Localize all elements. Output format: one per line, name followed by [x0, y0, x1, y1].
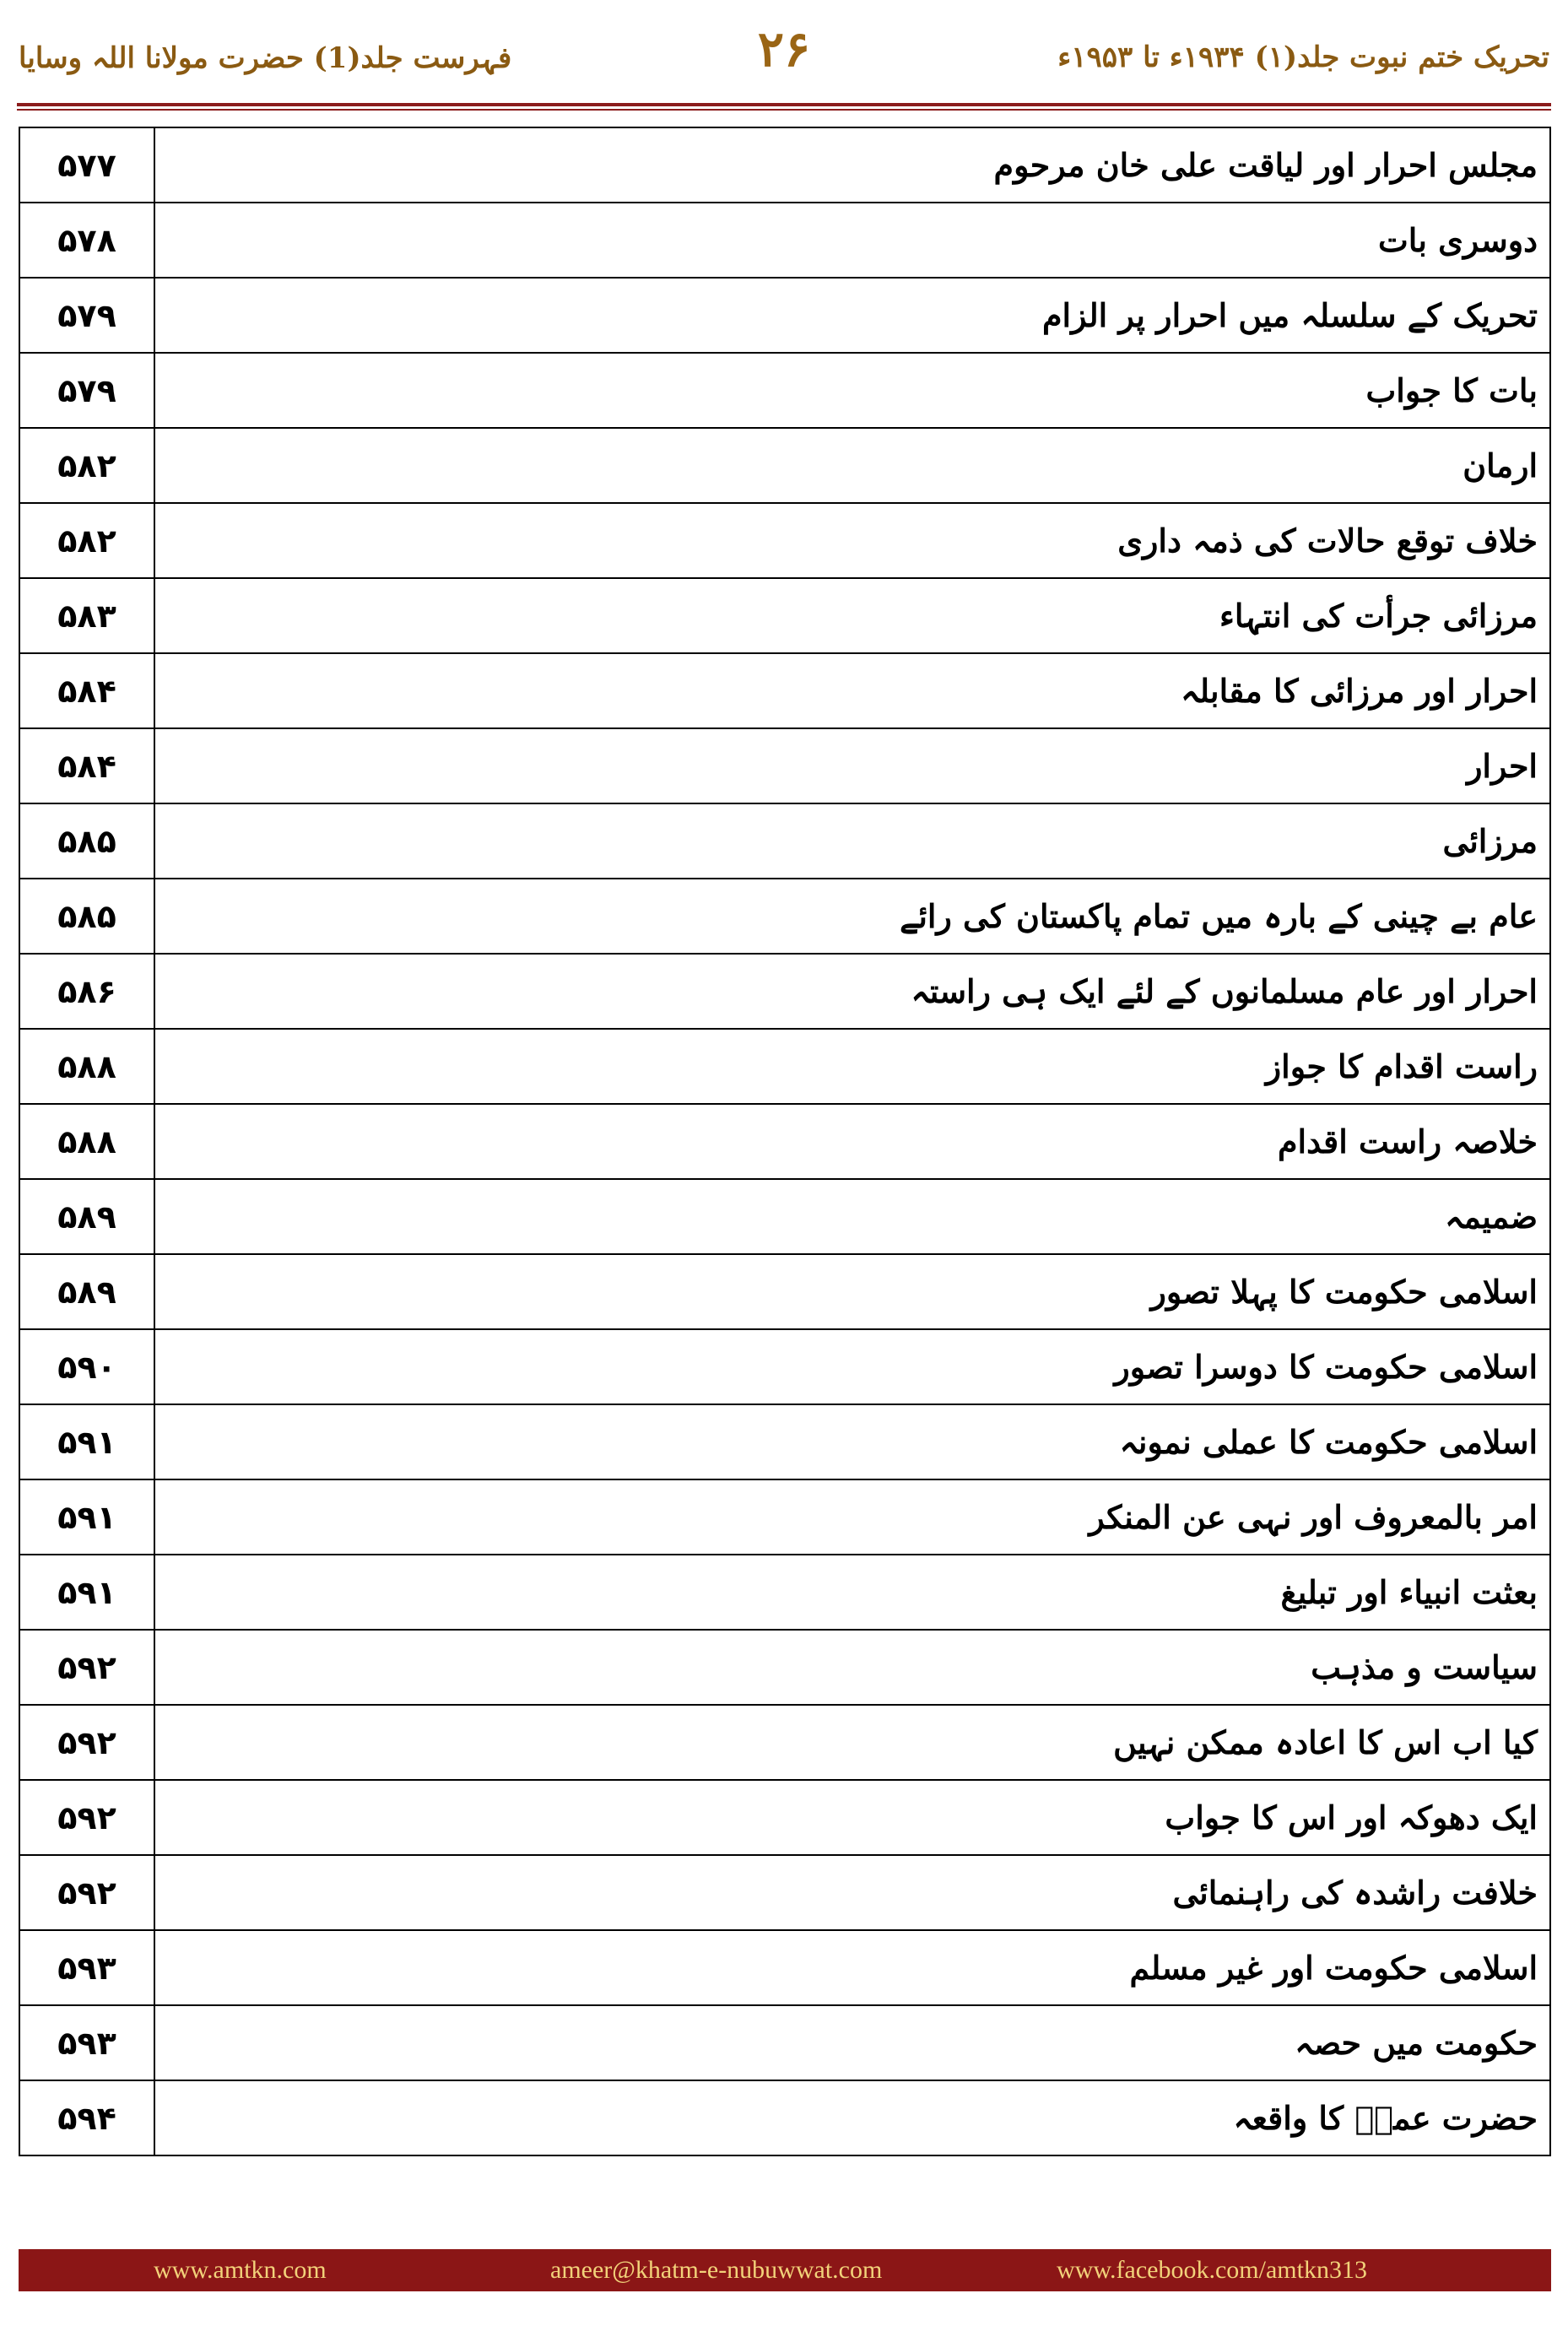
toc-entry-title: راست اقدام کا جواز	[154, 1029, 1550, 1104]
toc-page-number: ۵۷۹	[19, 278, 154, 353]
toc-row[interactable]	[19, 728, 1550, 803]
toc-row[interactable]	[19, 2005, 1550, 2080]
toc-page-number: ۵۸۴	[19, 653, 154, 728]
toc-page-number: ۵۹۴	[19, 2080, 154, 2155]
toc-entry-title: مرزائی	[154, 803, 1550, 879]
toc-row[interactable]	[19, 1329, 1550, 1404]
toc-row[interactable]	[19, 803, 1550, 879]
toc-row[interactable]	[19, 2080, 1550, 2155]
toc-page-number: ۵۷۷	[19, 127, 154, 203]
toc-row[interactable]	[19, 203, 1550, 278]
toc-page-number: ۵۹۳	[19, 1930, 154, 2005]
toc-entry-title: خلاصہ راست اقدام	[154, 1104, 1550, 1179]
toc-entry-title: مرزائی جرأت کی انتہاء	[154, 578, 1550, 653]
toc-entry-title: دوسری بات	[154, 203, 1550, 278]
toc-page-number: ۵۹۲	[19, 1780, 154, 1855]
toc-entry-title: ارمان	[154, 428, 1550, 503]
toc-page-number: ۵۷۹	[19, 353, 154, 428]
toc-page-number: ۵۹۲	[19, 1630, 154, 1705]
toc-page-number: ۵۸۵	[19, 879, 154, 954]
toc-entry-title: اسلامی حکومت کا عملی نمونہ	[154, 1404, 1550, 1479]
toc-row[interactable]	[19, 578, 1550, 653]
toc-page-number: ۵۸۲	[19, 503, 154, 578]
toc-row[interactable]	[19, 1555, 1550, 1630]
toc-page-number: ۵۸۶	[19, 954, 154, 1029]
header-rule-thin	[17, 109, 1551, 111]
toc-entry-title: اسلامی حکومت کا پہلا تصور	[154, 1254, 1550, 1329]
toc-page-number: ۵۷۸	[19, 203, 154, 278]
toc-row[interactable]	[19, 1855, 1550, 1930]
toc-row[interactable]	[19, 1104, 1550, 1179]
toc-entry-title: مجلس احرار اور لیاقت علی خان مرحوم	[154, 127, 1550, 203]
toc-entry-title: عام بے چینی کے بارہ میں تمام پاکستان کی رائے	[154, 879, 1550, 954]
toc-entry-title: کیا اب اس کا اعادہ ممکن نہیں	[154, 1705, 1550, 1780]
toc-entry-title: اسلامی حکومت کا دوسرا تصور	[154, 1329, 1550, 1404]
toc-entry-title: احرار اور عام مسلمانوں کے لئے ایک ہی راستہ	[154, 954, 1550, 1029]
page-header	[0, 0, 1568, 110]
header-volume-title: فہرست جلد(1) حضرت مولانا اللہ وسایا	[19, 41, 512, 75]
toc-entry-title: بات کا جواب	[154, 353, 1550, 428]
toc-entry-title: سیاست و مذہب	[154, 1630, 1550, 1705]
toc-row[interactable]	[19, 1179, 1550, 1254]
header-book-title: تحریک ختم نبوت جلد(۱) ۱۹۳۴ء تا ۱۹۵۳ء	[1057, 41, 1549, 74]
toc-entry-title: تحریک کے سلسلہ میں احرار پر الزام	[154, 278, 1550, 353]
toc-row[interactable]	[19, 954, 1550, 1029]
toc-row[interactable]	[19, 1930, 1550, 2005]
toc-entry-title: حضرت عمرؓ کا واقعہ	[154, 2080, 1550, 2155]
toc-entry-title: خلافت راشدہ کی راہنمائی	[154, 1855, 1550, 1930]
toc-row[interactable]	[19, 653, 1550, 728]
footer-website-link[interactable]: www.amtkn.com	[154, 2256, 327, 2284]
toc-page-number: ۵۸۸	[19, 1104, 154, 1179]
toc-row[interactable]	[19, 1630, 1550, 1705]
toc-row[interactable]	[19, 1029, 1550, 1104]
footer-facebook-link[interactable]: www.facebook.com/amtkn313	[1057, 2256, 1367, 2284]
toc-page-number: ۵۸۵	[19, 803, 154, 879]
toc-row[interactable]	[19, 1479, 1550, 1555]
toc-entry-title: خلاف توقع حالات کی ذمہ داری	[154, 503, 1550, 578]
toc-page-number: ۵۹۲	[19, 1855, 154, 1930]
page-footer	[19, 2249, 1551, 2291]
toc-row[interactable]	[19, 1404, 1550, 1479]
header-rule-thick	[17, 103, 1551, 106]
toc-row[interactable]	[19, 127, 1550, 203]
toc-page-number: ۵۸۹	[19, 1254, 154, 1329]
toc-entry-title: بعثت انبیاء اور تبلیغ	[154, 1555, 1550, 1630]
toc-entry-title: احرار	[154, 728, 1550, 803]
toc-row[interactable]	[19, 879, 1550, 954]
toc-entry-title: اسلامی حکومت اور غیر مسلم	[154, 1930, 1550, 2005]
toc-page-number: ۵۸۸	[19, 1029, 154, 1104]
toc-page-number: ۵۹۳	[19, 2005, 154, 2080]
toc-page-number: ۵۸۲	[19, 428, 154, 503]
toc-entry-title: حکومت میں حصہ	[154, 2005, 1550, 2080]
toc-page-number: ۵۹۱	[19, 1479, 154, 1555]
footer-email-link[interactable]: ameer@khatm-e-nubuwwat.com	[550, 2256, 883, 2284]
toc-page-number: ۵۸۳	[19, 578, 154, 653]
toc-row[interactable]	[19, 353, 1550, 428]
toc-entry-title: امر بالمعروف اور نہی عن المنکر	[154, 1479, 1550, 1555]
toc-page-number: ۵۸۹	[19, 1179, 154, 1254]
toc-row[interactable]	[19, 428, 1550, 503]
table-of-contents	[19, 127, 1551, 2156]
toc-entry-title: ضمیمہ	[154, 1179, 1550, 1254]
toc-page-number: ۵۹۱	[19, 1555, 154, 1630]
toc-row[interactable]	[19, 1254, 1550, 1329]
toc-row[interactable]	[19, 1705, 1550, 1780]
toc-page-number: ۵۹۱	[19, 1404, 154, 1479]
toc-page-number: ۵۸۴	[19, 728, 154, 803]
toc-row[interactable]	[19, 1780, 1550, 1855]
toc-page-number: ۵۹۲	[19, 1705, 154, 1780]
toc-page-number: ۵۹۰	[19, 1329, 154, 1404]
toc-row[interactable]	[19, 503, 1550, 578]
toc-entry-title: احرار اور مرزائی کا مقابلہ	[154, 653, 1550, 728]
toc-entry-title: ایک دھوکہ اور اس کا جواب	[154, 1780, 1550, 1855]
toc-row[interactable]	[19, 278, 1550, 353]
page-number: ۲۶	[757, 20, 811, 78]
